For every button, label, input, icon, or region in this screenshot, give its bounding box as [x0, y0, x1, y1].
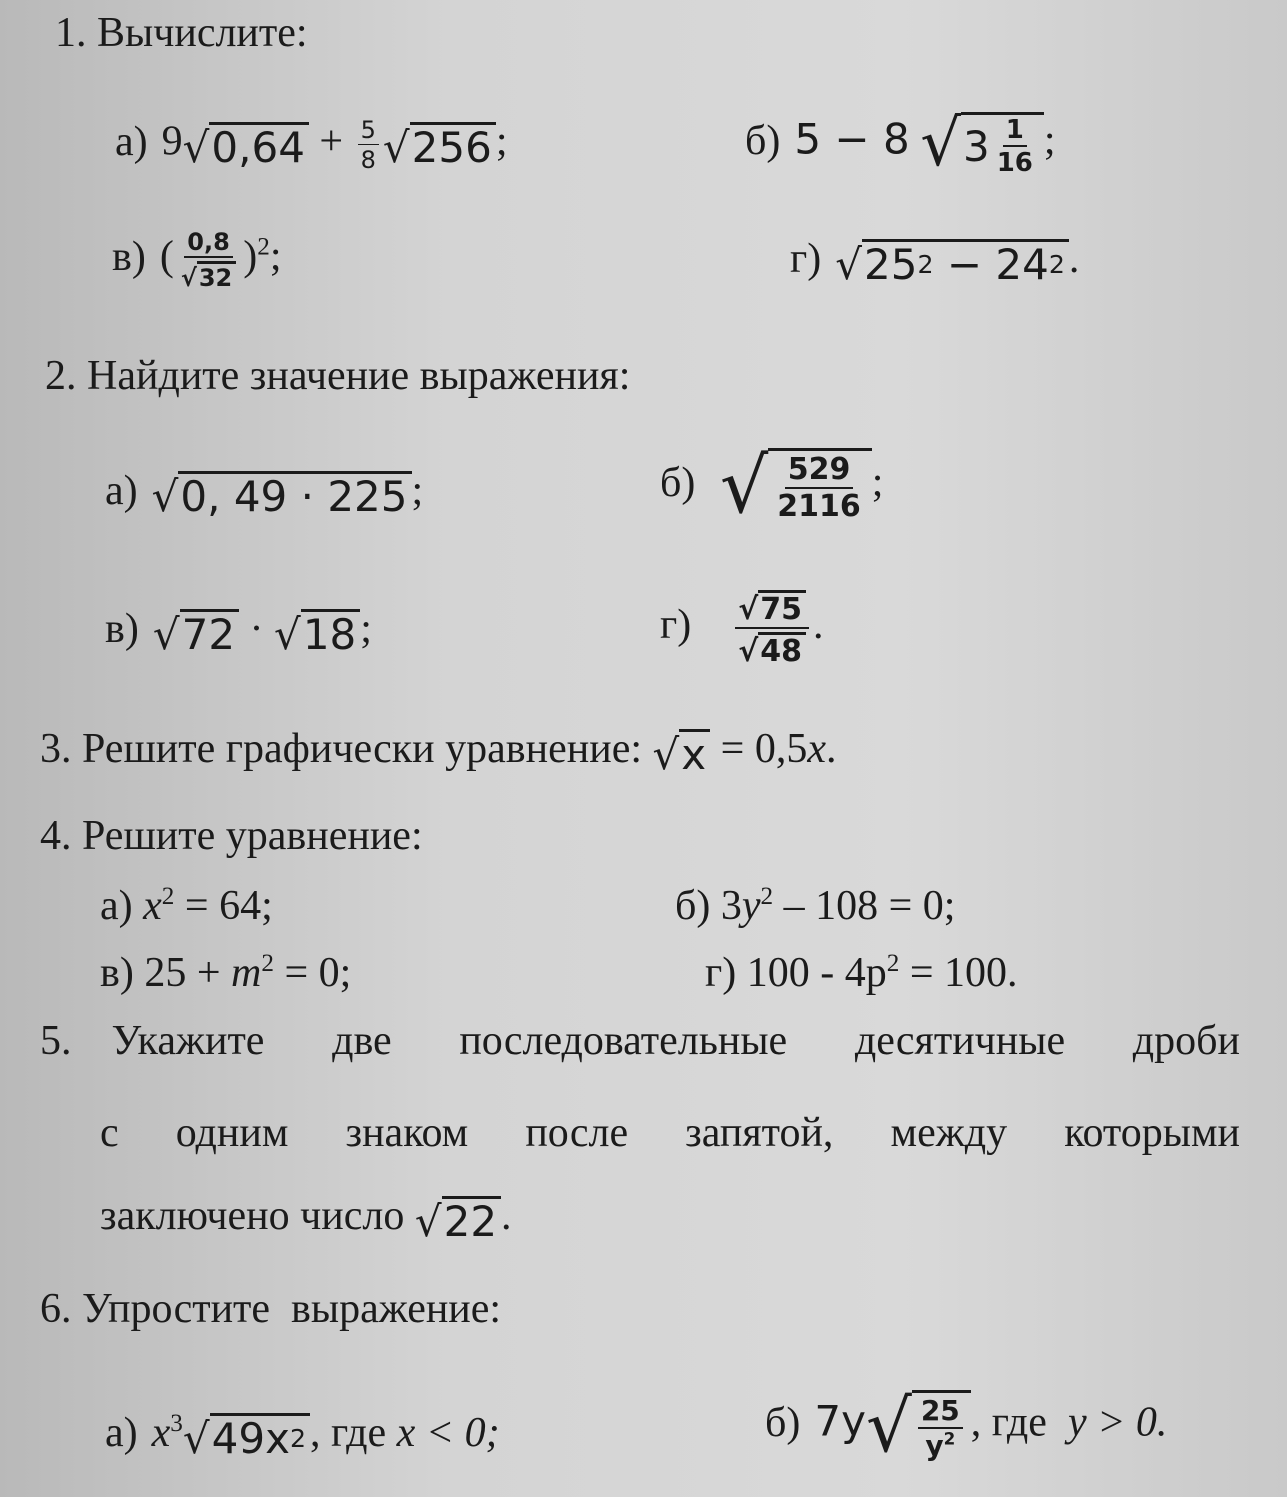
item-label: б): [745, 117, 781, 164]
variable: x: [151, 1410, 171, 1456]
punct: ;: [269, 233, 282, 280]
task-4-header: [40, 815, 423, 857]
fraction: [774, 452, 864, 524]
radicand: 75: [758, 590, 806, 625]
expression: 25 +: [144, 950, 232, 996]
coef: 9: [161, 118, 183, 165]
sqrt: √ 3 $\frac{1}{16}$: [920, 112, 1044, 176]
radicand: 0, 49 · 225: [178, 471, 411, 518]
task-2-header: [45, 355, 630, 397]
task-1g: [790, 236, 1080, 289]
condition: y > 0.: [1067, 1399, 1168, 1446]
radicand: x: [679, 729, 710, 776]
numerator: 529: [785, 455, 854, 489]
item-label: г): [705, 950, 737, 996]
punct: ;: [411, 468, 424, 514]
equation-rest: = 64;: [174, 883, 273, 929]
task-6b: [765, 1384, 1168, 1468]
item-label: а): [105, 468, 138, 514]
fraction: [735, 590, 809, 667]
task-text: Укажите две последовательные десятичные дроби: [111, 1018, 1240, 1064]
item-label: а): [105, 1410, 138, 1456]
task-4a: [100, 885, 273, 927]
sqrt: √ 256: [383, 122, 496, 169]
radicand: 48: [758, 632, 806, 667]
whole-part: 3: [962, 121, 990, 171]
exponent: 2: [943, 1428, 956, 1449]
item-label: в): [112, 233, 146, 280]
radicand: 18: [301, 609, 360, 656]
task-4g: [705, 952, 1018, 994]
fraction: [994, 117, 1036, 176]
item-label: в): [100, 950, 134, 996]
task-2b: [660, 441, 884, 530]
denominator: 8: [360, 146, 376, 174]
task-title: Найдите значение выражения:: [87, 353, 631, 399]
operator: +: [319, 118, 344, 165]
item-label: б): [675, 883, 711, 929]
punct: ;: [1043, 117, 1056, 164]
punct: .: [825, 726, 837, 772]
variable: x: [143, 883, 162, 929]
operator: ·: [249, 606, 264, 652]
sqrt: √ 0, 49 · 225: [152, 471, 412, 518]
item-label: а): [100, 883, 133, 929]
punct: .: [812, 602, 824, 649]
sqrt: √ 25 2 − 24 2: [835, 239, 1069, 286]
equation-rest: = 0;: [273, 950, 352, 996]
exponent: 2: [261, 950, 274, 977]
task-1a: [115, 118, 508, 172]
sqrt: √ 22: [415, 1196, 501, 1243]
numerator: 1: [1003, 117, 1027, 147]
punct: ;: [871, 459, 884, 506]
item-label: г): [790, 236, 822, 282]
task-text: заключено число: [100, 1193, 405, 1239]
item-label: а): [115, 118, 148, 165]
sqrt: √ 75: [738, 590, 806, 625]
operator: −: [933, 239, 996, 289]
task-title: Упростите выражение:: [82, 1286, 502, 1332]
sqrt: √ 48: [738, 632, 806, 667]
expression: 100 - 4p: [746, 950, 887, 996]
condition: x < 0;: [396, 1410, 500, 1456]
sqrt: √ 32: [181, 261, 236, 290]
task-1-header: [55, 12, 308, 54]
task-5-line3: [100, 1193, 512, 1246]
task-5-line1: [40, 1020, 1240, 1062]
radicand: 256: [410, 122, 496, 169]
punct: ;: [360, 606, 372, 652]
exponent: 2: [161, 883, 175, 910]
sqrt: √ 49x 2: [183, 1413, 310, 1460]
punct: ;: [495, 118, 508, 165]
item-label: г): [660, 602, 692, 649]
base: 24: [995, 239, 1049, 289]
sqrt: √ 18: [274, 609, 360, 656]
task-1v: [112, 230, 282, 290]
task-2a: [105, 468, 424, 521]
sqrt: √ $\frac{529}{2116}$: [720, 448, 872, 524]
variable: m: [231, 950, 262, 996]
coef: 7y: [814, 1396, 866, 1446]
text: , где: [310, 1410, 397, 1456]
task-title: Решите уравнение:: [82, 813, 423, 859]
equation-rest: = 100.: [899, 950, 1018, 996]
task-5-line2: с одним знаком после запятой, между которыми: [100, 1110, 1240, 1156]
sqrt: √ $\frac{25}{y^2}$: [866, 1390, 971, 1462]
equation-rest: – 108 = 0;: [773, 883, 956, 929]
radicand: 0,64: [209, 122, 309, 169]
item-label: б): [765, 1399, 801, 1446]
task-4b: [675, 885, 955, 927]
task-6a: [105, 1410, 500, 1463]
numerator: 0,8: [184, 230, 233, 258]
exponent: 2: [760, 883, 774, 910]
punct: .: [1068, 236, 1080, 282]
task-2g: [660, 590, 823, 667]
task-title: Вычислите:: [97, 10, 308, 56]
fraction: [358, 118, 379, 172]
exponent: 3: [170, 1410, 183, 1437]
base: 25: [863, 239, 918, 289]
item-label: в): [105, 606, 139, 652]
fraction: [918, 1394, 963, 1462]
denominator: 2116: [777, 489, 861, 524]
sqrt: √ x: [653, 729, 711, 776]
task-number: 5.: [40, 1018, 72, 1064]
denominator: 16: [996, 148, 1033, 178]
expression: 5 − 8: [794, 114, 910, 164]
task-number: 2.: [45, 353, 77, 399]
numerator: 5: [358, 118, 379, 145]
task-2v: [105, 606, 372, 659]
task-number: 3.: [40, 726, 72, 772]
task-number: 4.: [40, 813, 72, 859]
fraction: [178, 230, 239, 290]
sqrt: √ 72: [153, 609, 239, 656]
coef: 3: [720, 883, 742, 929]
punct: .: [501, 1193, 512, 1239]
denominator: y: [925, 1429, 944, 1462]
radicand: 22: [442, 1196, 501, 1243]
task-1b: [745, 107, 1056, 181]
item-label: б): [660, 459, 696, 506]
radicand: 72: [180, 609, 239, 656]
numerator: 25: [918, 1397, 963, 1429]
radicand: 32: [197, 261, 236, 290]
task-number: 6.: [40, 1286, 72, 1332]
task-4v: [100, 952, 351, 994]
paren: (: [159, 233, 174, 280]
exponent: 2: [257, 233, 270, 261]
task-6-header: [40, 1288, 501, 1330]
radicand: 49x: [211, 1413, 290, 1463]
equation-rest: = 0,5: [720, 726, 808, 772]
text: , где: [970, 1399, 1068, 1446]
paren: ): [243, 233, 258, 280]
task-3: [40, 726, 837, 779]
sqrt: √ 0,64: [183, 122, 309, 169]
variable: y: [741, 883, 761, 929]
task-title: Решите графически уравнение:: [82, 726, 643, 772]
task-number: 1.: [55, 10, 87, 56]
variable: x: [807, 726, 826, 772]
exponent: 2: [886, 950, 900, 977]
